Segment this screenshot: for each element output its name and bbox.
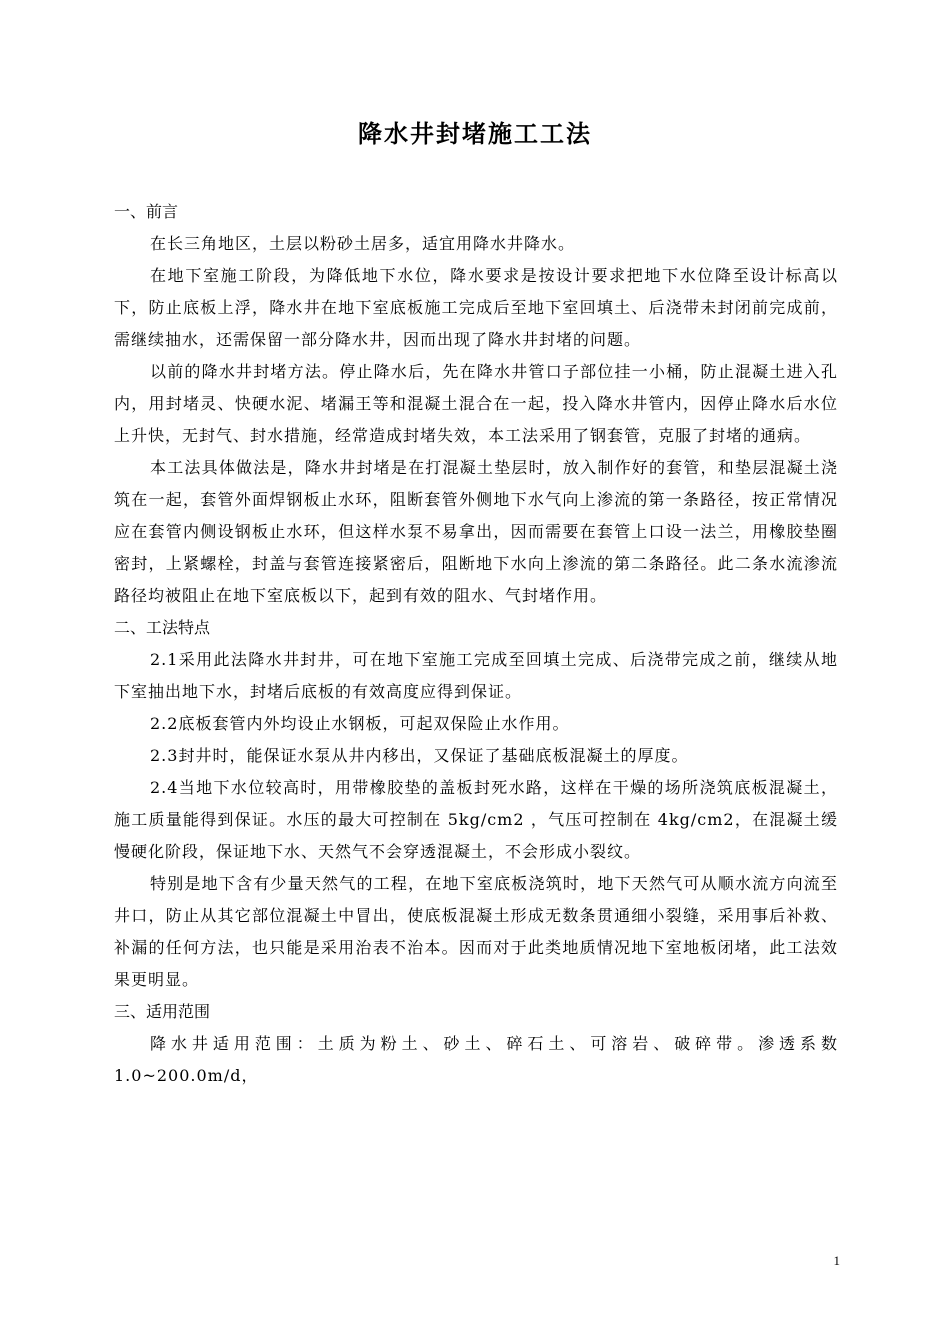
- section-heading-scope: 三、适用范围: [114, 1002, 211, 1021]
- paragraph: 2.4当地下水位较高时，用带橡胶垫的盖板封死水路，这样在干燥的场所浇筑底板混凝土，施工质量能得到保证。水压的最大可控制在 5kg/cm2 ，气压可控制在 4kg/cm2，在混凝土缓慢硬化阶段，保证地下水、天然气不会穿透混凝土，不会形成小裂纹。: [114, 778, 838, 861]
- page-number: 1: [833, 1253, 840, 1268]
- paragraph: 2.1采用此法降水井封井，可在地下室施工完成至回填土完成、后浇带完成之前，继续从地下室抽出地下水，封堵后底板的有效高度应得到保证。: [114, 650, 838, 701]
- paragraph: 在长三角地区，土层以粉砂土居多，适宜用降水井降水。: [150, 234, 576, 253]
- paragraph: 降水井适用范围：土质为粉土、砂土、碎石土、可溶岩、破碎带。渗透系数 1.0~200.0m/d，: [114, 1034, 838, 1085]
- paragraph: 本工法具体做法是，降水井封堵是在打混凝土垫层时，放入制作好的套管，和垫层混凝土浇筑在一起，套管外面焊钢板止水环，阻断套管外侧地下水气向上渗流的第一条路径，按正常情况应在套管内侧设钢板止水环，但这样水泵不易拿出，因而需要在套管上口设一法兰，用橡胶垫圈密封，上紧螺栓，封盖与套管连接紧密后，阻断地下水向上渗流的第二条路径。此二条水流渗流路径均被阻止在地下室底板以下，起到有效的阻水、气封堵作用。: [114, 458, 838, 605]
- document-title: 降水井封堵施工工法: [358, 120, 592, 148]
- paragraph: 特别是地下含有少量天然气的工程，在地下室底板浇筑时，地下天然气可从顺水流方向流至井口，防止从其它部位混凝土中冒出，使底板混凝土形成无数条贯通细小裂缝，采用事后补救、补漏的任何方法，也只能是采用治表不治本。因而对于此类地质情况地下室地板闭堵，此工法效果更明显。: [114, 874, 838, 989]
- section-heading-preface: 一、前言: [114, 202, 179, 221]
- section-heading-features: 二、工法特点: [114, 618, 211, 637]
- paragraph: 在地下室施工阶段，为降低地下水位，降水要求是按设计要求把地下水位降至设计标高以下，防止底板上浮，降水井在地下室底板施工完成后至地下室回填土、后浇带未封闭前完成前，需继续抽水，还需保留一部分降水井，因而出现了降水井封堵的问题。: [114, 266, 838, 349]
- paragraph: 以前的降水井封堵方法。停止降水后，先在降水井管口子部位挂一小桶，防止混凝土进入孔内，用封堵灵、快硬水泥、堵漏王等和混凝土混合在一起，投入降水井管内，因停止降水后水位上升快，无封气、封水措施，经常造成封堵失效，本工法采用了钢套管，克服了封堵的通病。: [114, 362, 838, 445]
- paragraph: 2.3封井时，能保证水泵从井内移出，又保证了基础底板混凝土的厚度。: [150, 746, 689, 765]
- paragraph: 2.2底板套管内外均设止水钢板，可起双保险止水作用。: [150, 714, 570, 733]
- document-body: [114, 196, 838, 1092]
